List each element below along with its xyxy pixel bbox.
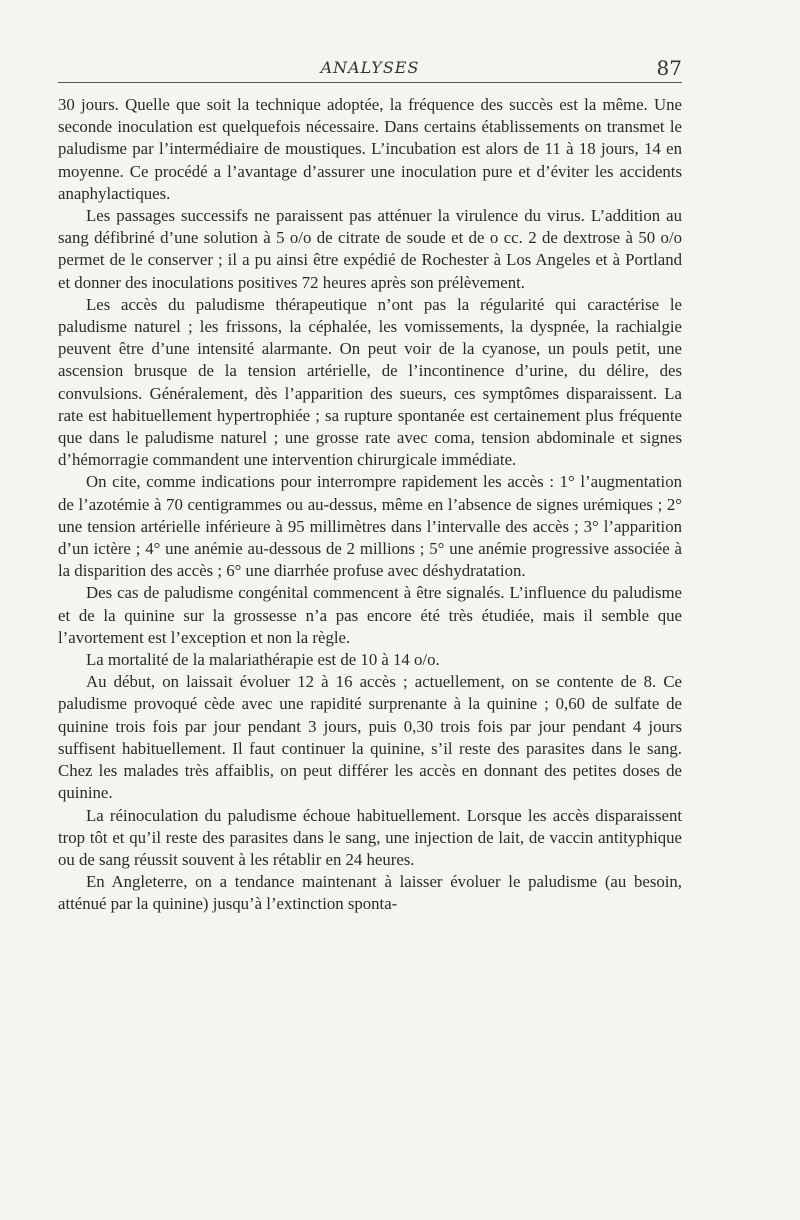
paragraph: Les accès du paludisme thérapeutique n’ont pas la régularité qui caractérise le paludisme naturel ; les frissons, la céphalée, les vomissements, la dyspnée, la rachialgie peuvent être d’une intensité alarmante. On peut voir de la cyanose, un pouls petit, une ascension brusque de la tension artérielle, de l’incontinence d’urine, du délire, des convulsions. Généralement, dès l’apparition des sueurs, ces symptômes disparaissent. La rate est habituellement hypertrophiée ; sa rupture spontanée est certainement plus fréquente que dans le paludisme naturel ; une grosse rate avec coma, tension abdominale et signes d’hémorragie commandent une intervention chirurgicale immédiate. bbox=[58, 294, 682, 470]
document-page bbox=[58, 52, 682, 916]
paragraph: On cite, comme indications pour interrompre rapidement les accès : 1° l’augmentation de l’azotémie à 70 centigrammes ou au-dessus, même en l’absence de signes urémiques ; 2° une tension artérielle inférieure à 95 millimètres dans l’intervalle des accès ; 3° l’apparition d’un ictère ; 4° une anémie au-dessous de 2 millions ; 5° une anémie progressive associée à la disparition des accès ; 6° une diarrhée profuse avec déshydratation. bbox=[58, 472, 682, 581]
paragraph: En Angleterre, on a tendance maintenant à laisser évoluer le paludisme (au besoin, atténué par la quinine) jusqu’à l’extinction sponta- bbox=[58, 872, 682, 914]
page-number: 87 bbox=[656, 56, 682, 80]
paragraph: La réinoculation du paludisme échoue habituellement. Lorsque les accès disparaissent trop tôt et qu’il reste des parasites dans le sang, une injection de lait, de vaccin antityphique ou de sang réussit souvent à les rétablir en 24 heures. bbox=[58, 805, 682, 869]
page-header bbox=[58, 52, 682, 80]
paragraph: 30 jours. Quelle que soit la technique adoptée, la fréquence des succès est la même. Une seconde inoculation est quelquefois nécessaire. Dans certains établissements on transmet le paludisme par l’intermédiaire de moustiques. L’incubation est alors de 11 à 18 jours, 14 en moyenne. Ce procédé a l’avantage d’assurer une inoculation pure et d’éviter les accidents anaphylactiques. bbox=[58, 95, 682, 203]
paragraph: Au début, on laissait évoluer 12 à 16 accès ; actuellement, on se contente de 8. Ce paludisme provoqué cède avec une rapidité surprenante à la quinine ; 0,60 de sulfate de quinine trois fois par jour pendant 3 jours, puis 0,30 trois fois par jour pendant 4 jours suffisent habituellement. Il faut continuer la quinine, s’il reste des parasites dans le sang. Chez les malades très affaiblis, on peut différer les accès en donnant des petites doses de quinine. bbox=[58, 672, 682, 803]
paragraph: Les passages successifs ne paraissent pas atténuer la virulence du virus. L’addition au sang défibriné d’une solution à 5 o/o de citrate de soude et de o cc. 2 de dextrose à 50 o/o permet de le conserver ; il a pu ainsi être expédié de Rochester à Los Angeles et à Portland et donner des inoculations positives 72 heures après son prélèvement. bbox=[58, 206, 682, 292]
paragraph: La mortalité de la malariathérapie est de 10 à 14 o/o. bbox=[86, 650, 440, 670]
body-text bbox=[58, 94, 682, 916]
paragraph: Des cas de paludisme congénital commencent à être signalés. L’influence du paludisme et de la quinine sur la grossesse n’a pas encore été très étudiée, mais il semble que l’avortement est l’exception et non la règle. bbox=[58, 583, 682, 647]
running-title: ANALYSES bbox=[320, 58, 420, 77]
header-rule bbox=[58, 82, 682, 83]
